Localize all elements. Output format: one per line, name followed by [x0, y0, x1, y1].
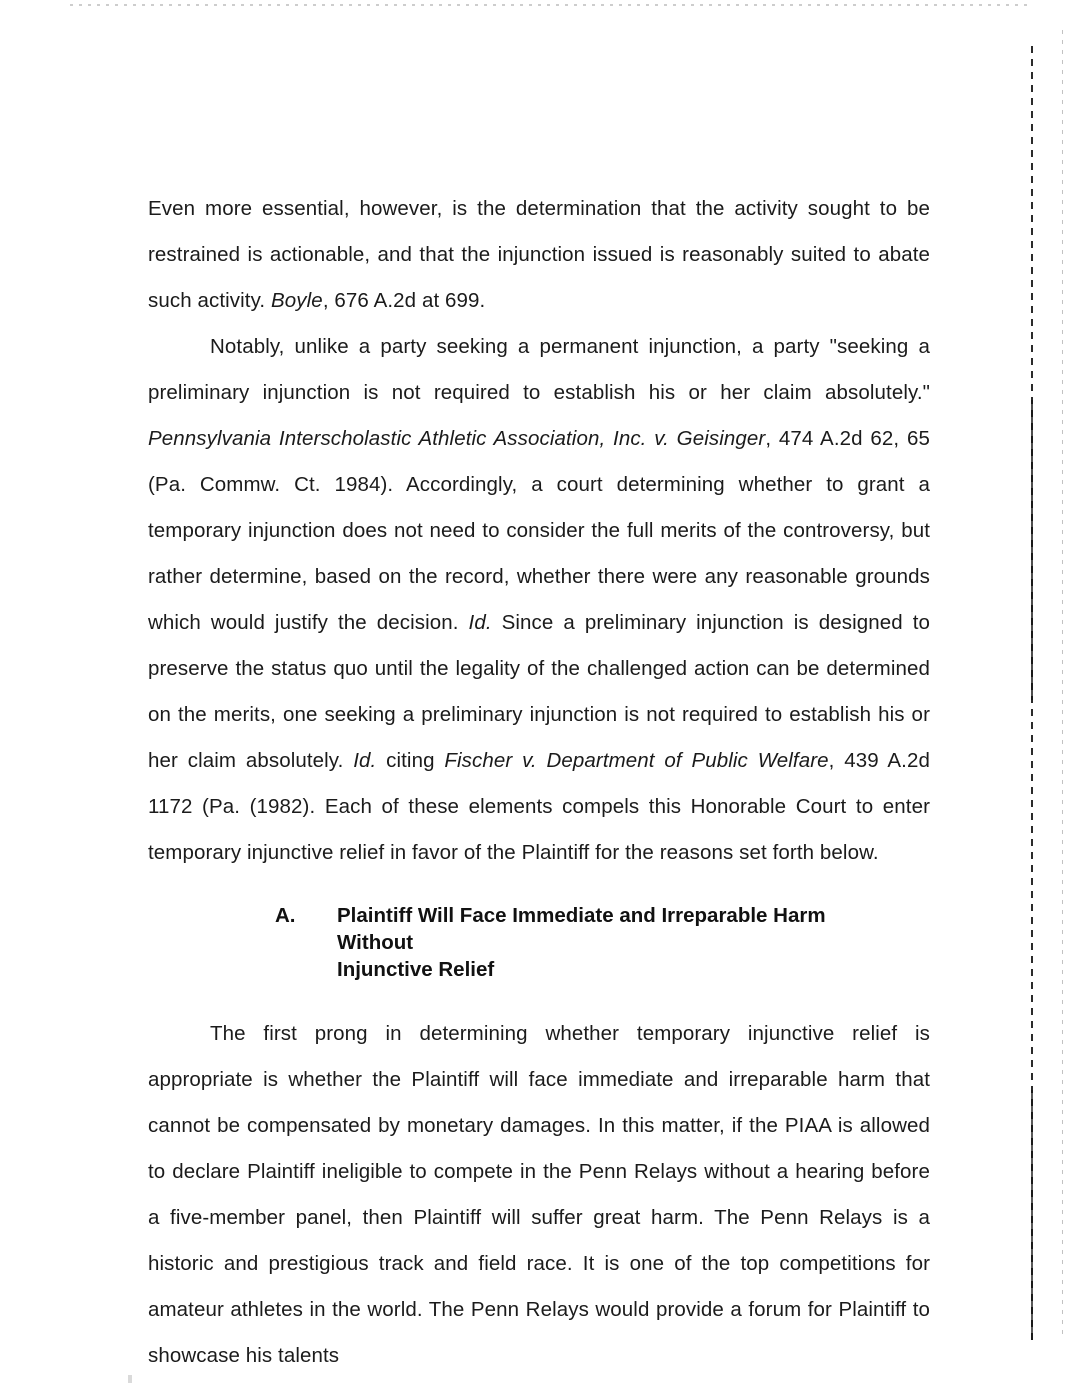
section-heading-letter: A. — [275, 904, 296, 927]
paragraph-notably-unlike-a-party — [148, 324, 930, 876]
heading-spacer — [148, 1001, 930, 1011]
case-citation-piaa-v-geisinger: Pennsylvania Interscholastic Athletic Association, Inc. v. Geisinger — [148, 427, 766, 450]
citation-id-second: Id. — [353, 749, 377, 772]
bottom-scan-speck-artifact — [128, 1375, 132, 1383]
paragraph-1-text-part-2: , 676 A.2d at 699. — [322, 289, 486, 312]
case-citation-fischer-v-dpw: Fischer v. Department of Public Welfare — [444, 749, 829, 772]
case-citation-boyle: Boyle — [271, 289, 323, 312]
paragraph-2-text-part-5: , 439 A.2d 1172 (Pa. (1982). Each of these elements compels this Honorable Court to enter temporary injunctive relief in favor of the Plaintiff for the reasons set forth below. — [148, 749, 930, 864]
section-heading-line-1: Plaintiff Will Face Immediate and Irreparable Harm Without — [337, 904, 826, 954]
paragraph-1-text-part-1: Even more essential, however, is the determination that the activity sought to be restrained is actionable, and that the injunction issued is reasonably suited to abate such activity. — [148, 197, 930, 312]
right-margin-scan-line-segment-upper — [1031, 400, 1033, 700]
right-edge-faint-scan-line-artifact — [1062, 30, 1063, 1340]
section-heading-line-2: Injunctive Relief — [337, 958, 495, 981]
paragraph-even-more-essential — [148, 186, 930, 324]
paragraph-2-text-part-4: citing — [376, 749, 445, 772]
section-heading-text — [337, 902, 897, 983]
citation-id-first: Id. — [468, 611, 492, 634]
paragraph-2-text-part-3: Since a preliminary injunction is designed to preserve the status quo until the legality of the challenged action can be determined on the merits, one seeking a preliminary injunction is not required to establish his or her claim absolutely. — [148, 611, 930, 772]
section-heading-a — [148, 902, 930, 983]
paragraph-first-prong: The first prong in determining whether temporary injunctive relief is appropriate is whether the Plaintiff will face immediate and irreparable harm that cannot be compensated by monetary damages. In this matter, if the PIAA is allowed to declare Plaintiff ineligible to compete in the Penn Relays without a hearing before a five-member panel, then Plaintiff will suffer great harm. The Penn Relays is a historic and prestigious track and field race. It is one of the top competitions for amateur athletes in the world. The Penn Relays would provide a forum for Plaintiff to showcase his talents — [148, 1022, 930, 1367]
paragraph-2-text-part-1: Notably, unlike a party seeking a permanent injunction, a party "seeking a preliminary injunction is not required to establish his or her claim absolutely." — [148, 335, 930, 404]
right-margin-scan-line-segment-lower — [1031, 1090, 1033, 1340]
document-body — [148, 186, 930, 1379]
top-scan-line-artifact — [70, 4, 1030, 6]
paragraph-2-text-part-2: , 474 A.2d 62, 65 (Pa. Commw. Ct. 1984). Accordingly, a court determining whether to grant a temporary injunction does not need to consider the full merits of the controversy, but rather determine, based on the record, whether there were any reasonable grounds which would justify the decision. — [148, 427, 930, 634]
